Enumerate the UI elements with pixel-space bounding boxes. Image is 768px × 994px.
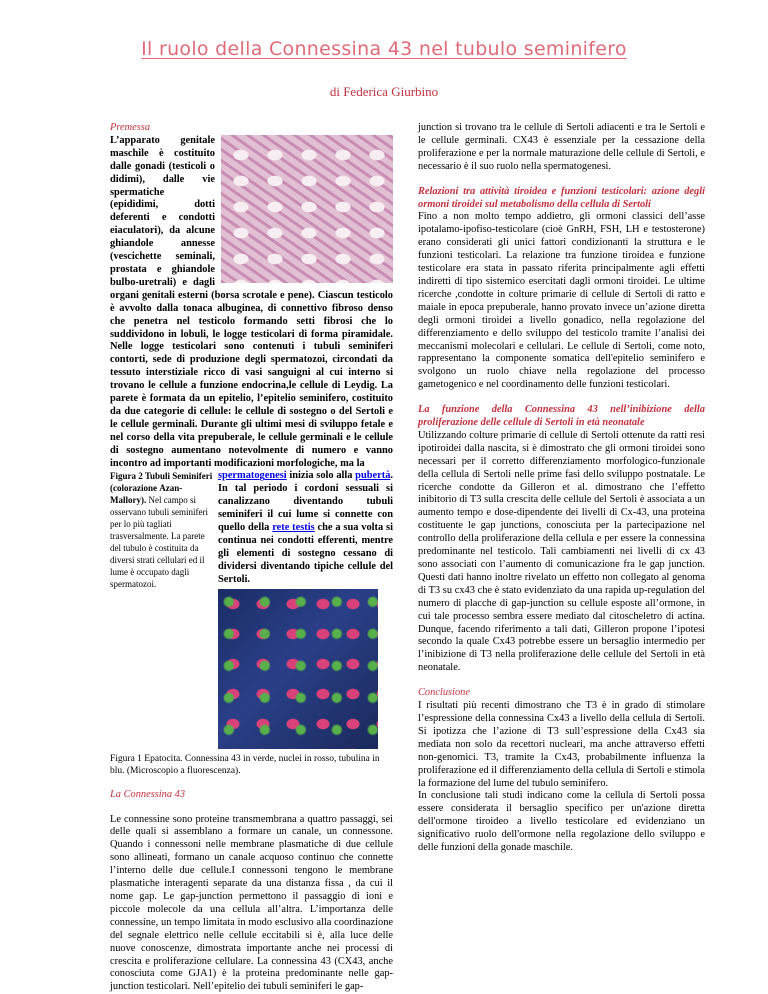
figure-2-stain: Azan-Mallory).: [110, 483, 183, 506]
premessa-text-2: inizia solo alla: [286, 470, 356, 482]
section-heading-conclusione: Conclusione: [418, 687, 470, 699]
link-rete-testis[interactable]: rete testis: [272, 522, 315, 534]
author-line: di Federica Giurbino: [329, 84, 439, 99]
conclusione-paragraph-1: I risultati più recenti dimostrano che T3 è in grado di stimolare l’espressione della connessina Cx43 a livello della cellula di Sertoli. Si ipotizza che l’azione di T3 sull’espressione della Cx43 sia mediata non solo da recettori nucleari, ma anche attraverso effetti non-genomici. T3, tramite la Cx43, probabilmente influenza la proliferazione ed il differenziamento della cellula di Sertoli e stimola la formazione del lume del tubulo seminifero.: [418, 700, 705, 789]
section-heading-premessa: Premessa: [110, 122, 151, 133]
link-puberta[interactable]: pubertà: [355, 470, 391, 482]
figure-1-caption: Figura 1 Epatocita. Connessina 43 in verde, nuclei in rosso, tubulina in blu. (Microscopio a fluorescenza).: [110, 753, 380, 776]
section-heading-connessina: La Connessina 43: [110, 788, 186, 800]
figure-2-label: Figura 2 Tubuli Seminiferi (colorazione: [110, 471, 213, 494]
connessina-paragraph: Le connessine sono proteine transmembrana a quattro passaggi, sei delle quali si assemblano a formare un canale, un connessone. Quando i connessoni nelle membrane plasmatiche di due cellule sono allineati, formano un canale acquoso continuo che connette l’interno delle due cellule.I connessoni tengono le membrane plasmatiche interagenti separate da una distanza fissa , da cui il nome gap. Le gap-junction permettono il passaggio di ioni e piccole molecole da una cellula all’altra. L’importanza delle connessine, un tempo limitata in modo esclusivo alla coordinazione del segnale elettrico nelle cellule eccitabili si è, alla luce delle nuove conoscenze, dimostrata importante anche nei processi di crescita e proliferazione cellulare. La connessina 43 (CX43, anche conosciuta come GJA1) è la proteina predominante nelle gap-junction testicolari. Nell’epitelio dei tubuli seminiferi le gap-: [110, 813, 393, 993]
premessa-text-1: L’apparato genitale maschile è costituito dalle gonadi (testicoli o didimi), dalle vie spermatiche (epididimi, dotti deferenti e condotti eiaculatori), da alcune ghiandole annesse (vescichette seminali, prostata e ghiandole bulbo-uretrali) e dagli organi genitali esterni (borsa scrotale e pene). Ciascun testicolo è avvolto dalla tonaca albuginea, di connettivo fibroso denso che penetra nel testicolo formando setti fibrosi che lo suddividono in lobuli, le logge testicolari di forma piramidale. Nelle logge testicolari sono contenuti i tubuli seminiferi contorti, sede di produzione degli spermatozoi, circondati da tessuto interstiziale ricco di vasi sanguigni al cui interno si trovano le cellule a funzione endocrina,le cellule di Leydig. La parete è formata da un epitelio, l’epitelio seminifero, costituito da due categorie di cellule: le cellule di sostegno o del Sertoli e le cellule germinali. Durante gli ultimi mesi di sviluppo fetale e nel corso della vita prepuberale, le cellule germinali e le cellule di sostegno aumentano notevolmente di numero e vanno incontro ad importanti modificazioni morfologiche, ma la: [110, 134, 393, 469]
premessa-text-3: . In tal periodo i cordoni sessuali si canalizzano diventando tubuli seminiferi il cui lume si connette con quello della: [218, 470, 393, 534]
link-spermatogenesi[interactable]: spermatogenesi: [218, 470, 287, 482]
junction-paragraph: junction si trovano tra le cellule di Sertoli adiacenti e tra le Sertoli e le cellule germinali. CX43 è essenziale per la cessazione della proliferazione e per la normale maturazione delle cellule di Sertoli, e necessario è il suo ruolo nella spermatogenesi.: [418, 122, 705, 172]
right-column: [418, 122, 705, 855]
funzione-paragraph: Utilizzando colture primarie di cellule di Sertoli ottenute da ratti resi ipotiroidei dalla nascita, si è dimostrato che gli ormoni tiroidei sono necessari per il corretto differenziamento morfologico-funzionale della cellula di Sertoli nelle prime fasi dello sviluppo postnatale. Le ricerche condotte da Gilleron et al. dimostrano che l’effetto inibitorio di T3 sulla crescita delle cellule del Sertoli è associata a un aumento tempo e dose-dipendente dei livelli di Cx-43, una proteina costituente le gap junctions, conosciuta per la partecipazione nel controllo della proliferazione della cellula e per essere la connessina predominante nel testicolo. Tali cambiamenti nei livelli di cx 43 sono associati con l’aumento di comunicazione fra le gap junction. Questi dati hanno inoltre rivelato un effetto non collegato al genoma di T3 su cx43 che è stato evidenziato da una rapida up-regulation del numero di placche di gap-junction su cellule esposte all’ormone, in cui tale processo sembra essere mediato dal citoscheletro di actina. Dunque, facendo riferimento a tali dati, Gilleron propone l’ipotesi secondo la quale Cx43 potrebbe essere un bersaglio intermedio per l’inibizione di T3 nella proliferazione delle cellule del Sertoli in età neonatale.: [418, 429, 705, 674]
conclusione-paragraph-2: In conclusione tali studi indicano come la cellula di Sertoli possa essere considerata il bersaglio specifico per un'azione diretta dell'ormone tiroideo a livello testicolare ed evidenziano un significativo ruolo dell'ormone nella regolazione dello sviluppo e delle funzioni della gonade maschile.: [418, 790, 705, 854]
figure-1-epatocita-image: [218, 589, 378, 749]
premessa-text-4: che a sua volta si continua nei condotti efferenti, mentre gli elementi di sostegno cessano di dividersi diventando tipiche cellule del Sertoli.: [218, 522, 393, 585]
document-title: Il ruolo della Connessina 43 nel tubulo seminifero: [141, 38, 627, 60]
section-heading-funzione: La funzione della Connessina 43 nell’inibizione della proliferazione delle cellule di Sertoli in età neonatale: [418, 404, 705, 429]
section-heading-relazioni: Relazioni tra attività tiroidea e funzioni testicolari: azione degli ormoni tiroidei sul metabolismo della cellula di Sertoli: [418, 185, 705, 210]
left-column: [110, 122, 393, 994]
figure-2-caption: [110, 470, 214, 590]
figure-2-tubuli-image: [221, 135, 393, 283]
figure-2-caption-text: Nel campo si osservano tubuli seminiferi per lo più tagliati trasversalmente. La parete del tubulo è costituita da diversi strati cellulari ed il lume è occupato dagli spermatozoi.: [110, 495, 208, 590]
relazioni-paragraph: Fino a non molto tempo addietro, gli ormoni classici dell’asse ipotalamo-ipofiso-testicolare (cioè GnRH, FSH, LH e testosterone) erano considerati gli unici fattori condizionanti la struttura e le funzioni testicolari. La relazione tra funzione tiroidea e funzione testicolare era stata in passato riferita principalmente agli effetti indiretti di tipo sistemico esercitati dagli ormoni tiroidei. Le ultime ricerche ,condotte in colture primarie di cellule di Sertoli di ratto e maiale in epoca prepuberale, hanno provato invece un’azione diretta degli ormoni tiroidei a livello gonadico, nella regolazione del differenziamento e dello sviluppo del testicolo tramite l’analisi dei meccanismi molecolari e cellulari. Le cellule di Sertoli, come noto, rappresentano la componente somatica dell'epitelio seminifero e svolgono un ruolo chiave nella regolazione del processo gametogenico e nel coordinamento delle funzioni testicolari.: [418, 211, 705, 391]
